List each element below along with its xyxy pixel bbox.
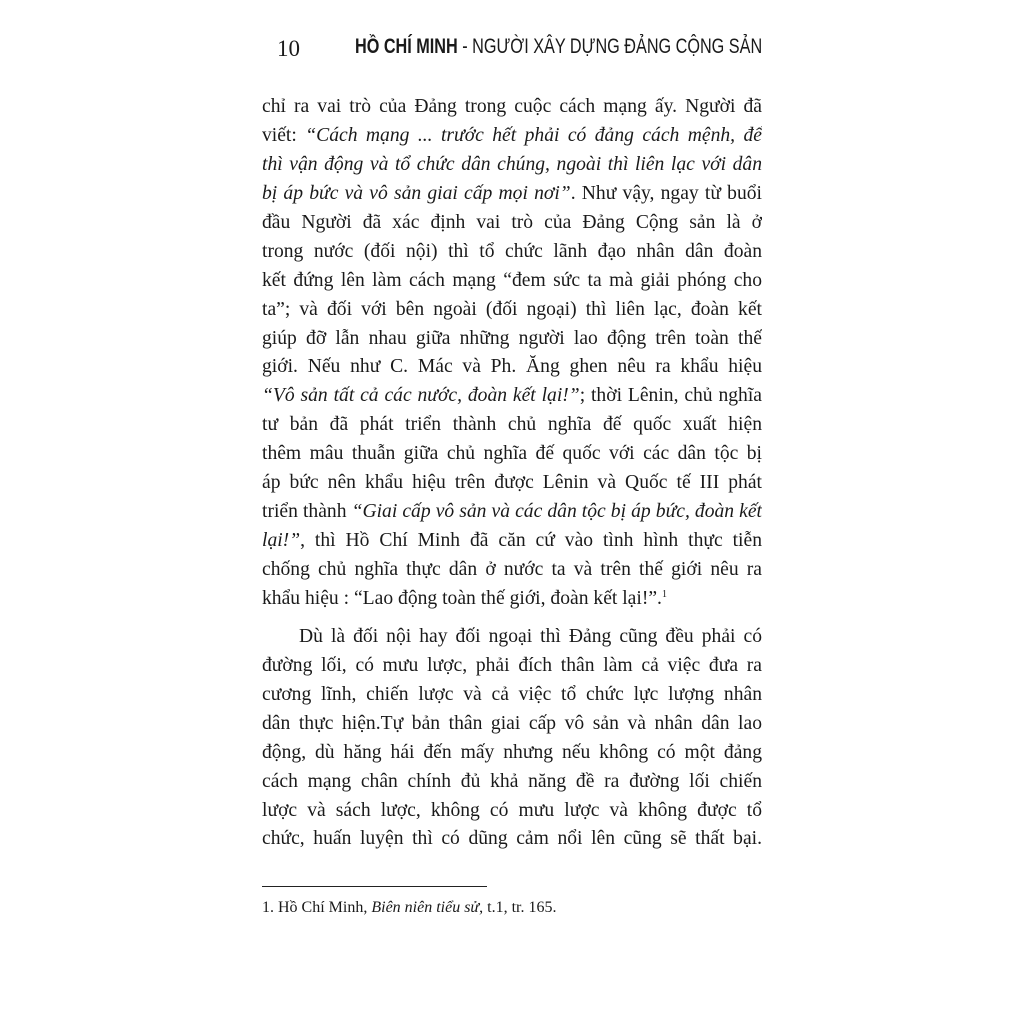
text-line [262,527,762,556]
text-line [262,739,762,768]
text-segment: tư bản đã phát triển thành chủ nghĩa đế quốc xuất hiện [262,414,762,436]
text-segment: động, dù hăng hái đến mấy nhưng nếu không có một đảng [262,741,762,763]
text-line [262,825,762,854]
text-segment: cương lĩnh, chiến lược và cả việc tổ chức lực lượng nhân [262,683,762,705]
text-segment: kết đứng lên làm cách mạng “đem sức ta mà giải phóng cho [262,269,762,291]
footnote-divider [262,886,487,887]
running-title-bold: HỒ CHÍ MINH [355,35,458,58]
text-line [262,556,762,585]
text-segment: . Như vậy, ngay từ buổi [570,182,762,204]
footnote [262,899,557,917]
text-segment: thêm mâu thuẫn giữa chủ nghĩa đế quốc với các dân tộc bị [262,443,762,465]
text-line [262,585,762,614]
text-segment: chống chủ nghĩa thực dân ở nước ta và trên thế giới nêu ra [262,559,762,580]
text-line [262,93,762,122]
text-line [262,768,762,797]
text-segment: đầu Người đã xác định vai trò của Đảng Cộng sản là ở [262,211,762,233]
text-line [262,296,762,325]
text-segment: dân thực hiện.Tự bản thân giai cấp vô sản và nhân dân lao [262,712,762,734]
quote-segment: “Giai cấp vô sản và các dân tộc bị áp bức, đoàn kết [351,501,762,523]
text-segment: chức, huấn luyện thì có dũng cảm nổi lên cũng sẽ thất bại. [262,828,762,850]
paragraph [262,623,762,855]
footnote-book-title: Biên niên tiểu sử [371,899,480,916]
running-title-rest: - NGƯỜI XÂY DỰNG ĐẢNG CỘNG SẢN [457,35,763,58]
footnote-prefix: 1. Hồ Chí Minh, [262,899,372,916]
text-segment: triển thành [262,501,352,523]
text-line [262,238,762,267]
text-line [262,180,762,209]
paragraph [262,93,762,614]
quote-segment: “Cách mạng ... trước hết phải có đảng cách mệnh, để [305,124,762,146]
text-line [262,325,762,354]
text-segment: , thì Hồ Chí Minh đã căn cứ vào tình hình thực tiễn [300,530,762,552]
text-segment: khẩu hiệu : “Lao động toàn thế giới, đoàn kết lại!”. [262,587,662,609]
quote-segment: thì vận động và tổ chức dân chúng, ngoài thì liên lạc với dân [262,153,762,175]
text-line [262,122,762,151]
text-line [262,710,762,739]
text-segment: viết: [262,124,306,146]
text-line [262,382,762,411]
text-segment: ; thời Lênin, chủ nghĩa [579,385,762,407]
text-segment: Dù là đối nội hay đối ngoại thì Đảng cũng đều phải có [299,625,762,647]
footnote-suffix: , t.1, tr. 165. [479,899,557,916]
text-line [262,652,762,681]
text-line [262,267,762,296]
running-title [355,35,763,59]
text-line [262,209,762,238]
text-line [262,797,762,826]
quote-segment: bị áp bức và vô sản giai cấp mọi nơi” [262,182,571,204]
text-segment: lược và sách lược, không có mưu lược và không được tổ [262,799,762,821]
text-segment: áp bức nên khẩu hiệu trên được Lênin và Quốc tế III phát [262,472,762,494]
text-segment: đường lối, có mưu lược, phải đích thân làm cả việc đưa ra [262,654,762,676]
paragraph-gap [262,614,762,623]
text-line [262,353,762,382]
text-segment: giúp đỡ lẫn nhau giữa những người lao động trên toàn thế [262,327,762,349]
text-line [262,498,762,527]
text-segment: trong nước (đối nội) thì tổ chức lãnh đạo nhân dân đoàn [262,240,762,262]
footnote-marker: 1 [661,588,667,600]
text-segment: chỉ ra vai trò của Đảng trong cuộc cách mạng ấy. Người đã [262,96,762,117]
text-line [262,469,762,498]
text-segment: ta”; và đối với bên ngoài (đối ngoại) thì liên lạc, đoàn kết [262,298,762,320]
text-segment: giới. Nếu như C. Mác và Ph. Ăng ghen nêu ra khẩu hiệu [262,356,762,378]
text-line [262,411,762,440]
body-text [262,93,762,854]
text-line [262,681,762,710]
text-segment: cách mạng chân chính đủ khả năng đề ra đường lối chiến [262,770,762,792]
quote-segment: “Vô sản tất cả các nước, đoàn kết lại!” [262,385,580,407]
text-line [262,151,762,180]
text-line [262,623,762,652]
quote-segment: lại!” [262,530,301,552]
page-number: 10 [277,36,300,61]
text-line [262,440,762,469]
